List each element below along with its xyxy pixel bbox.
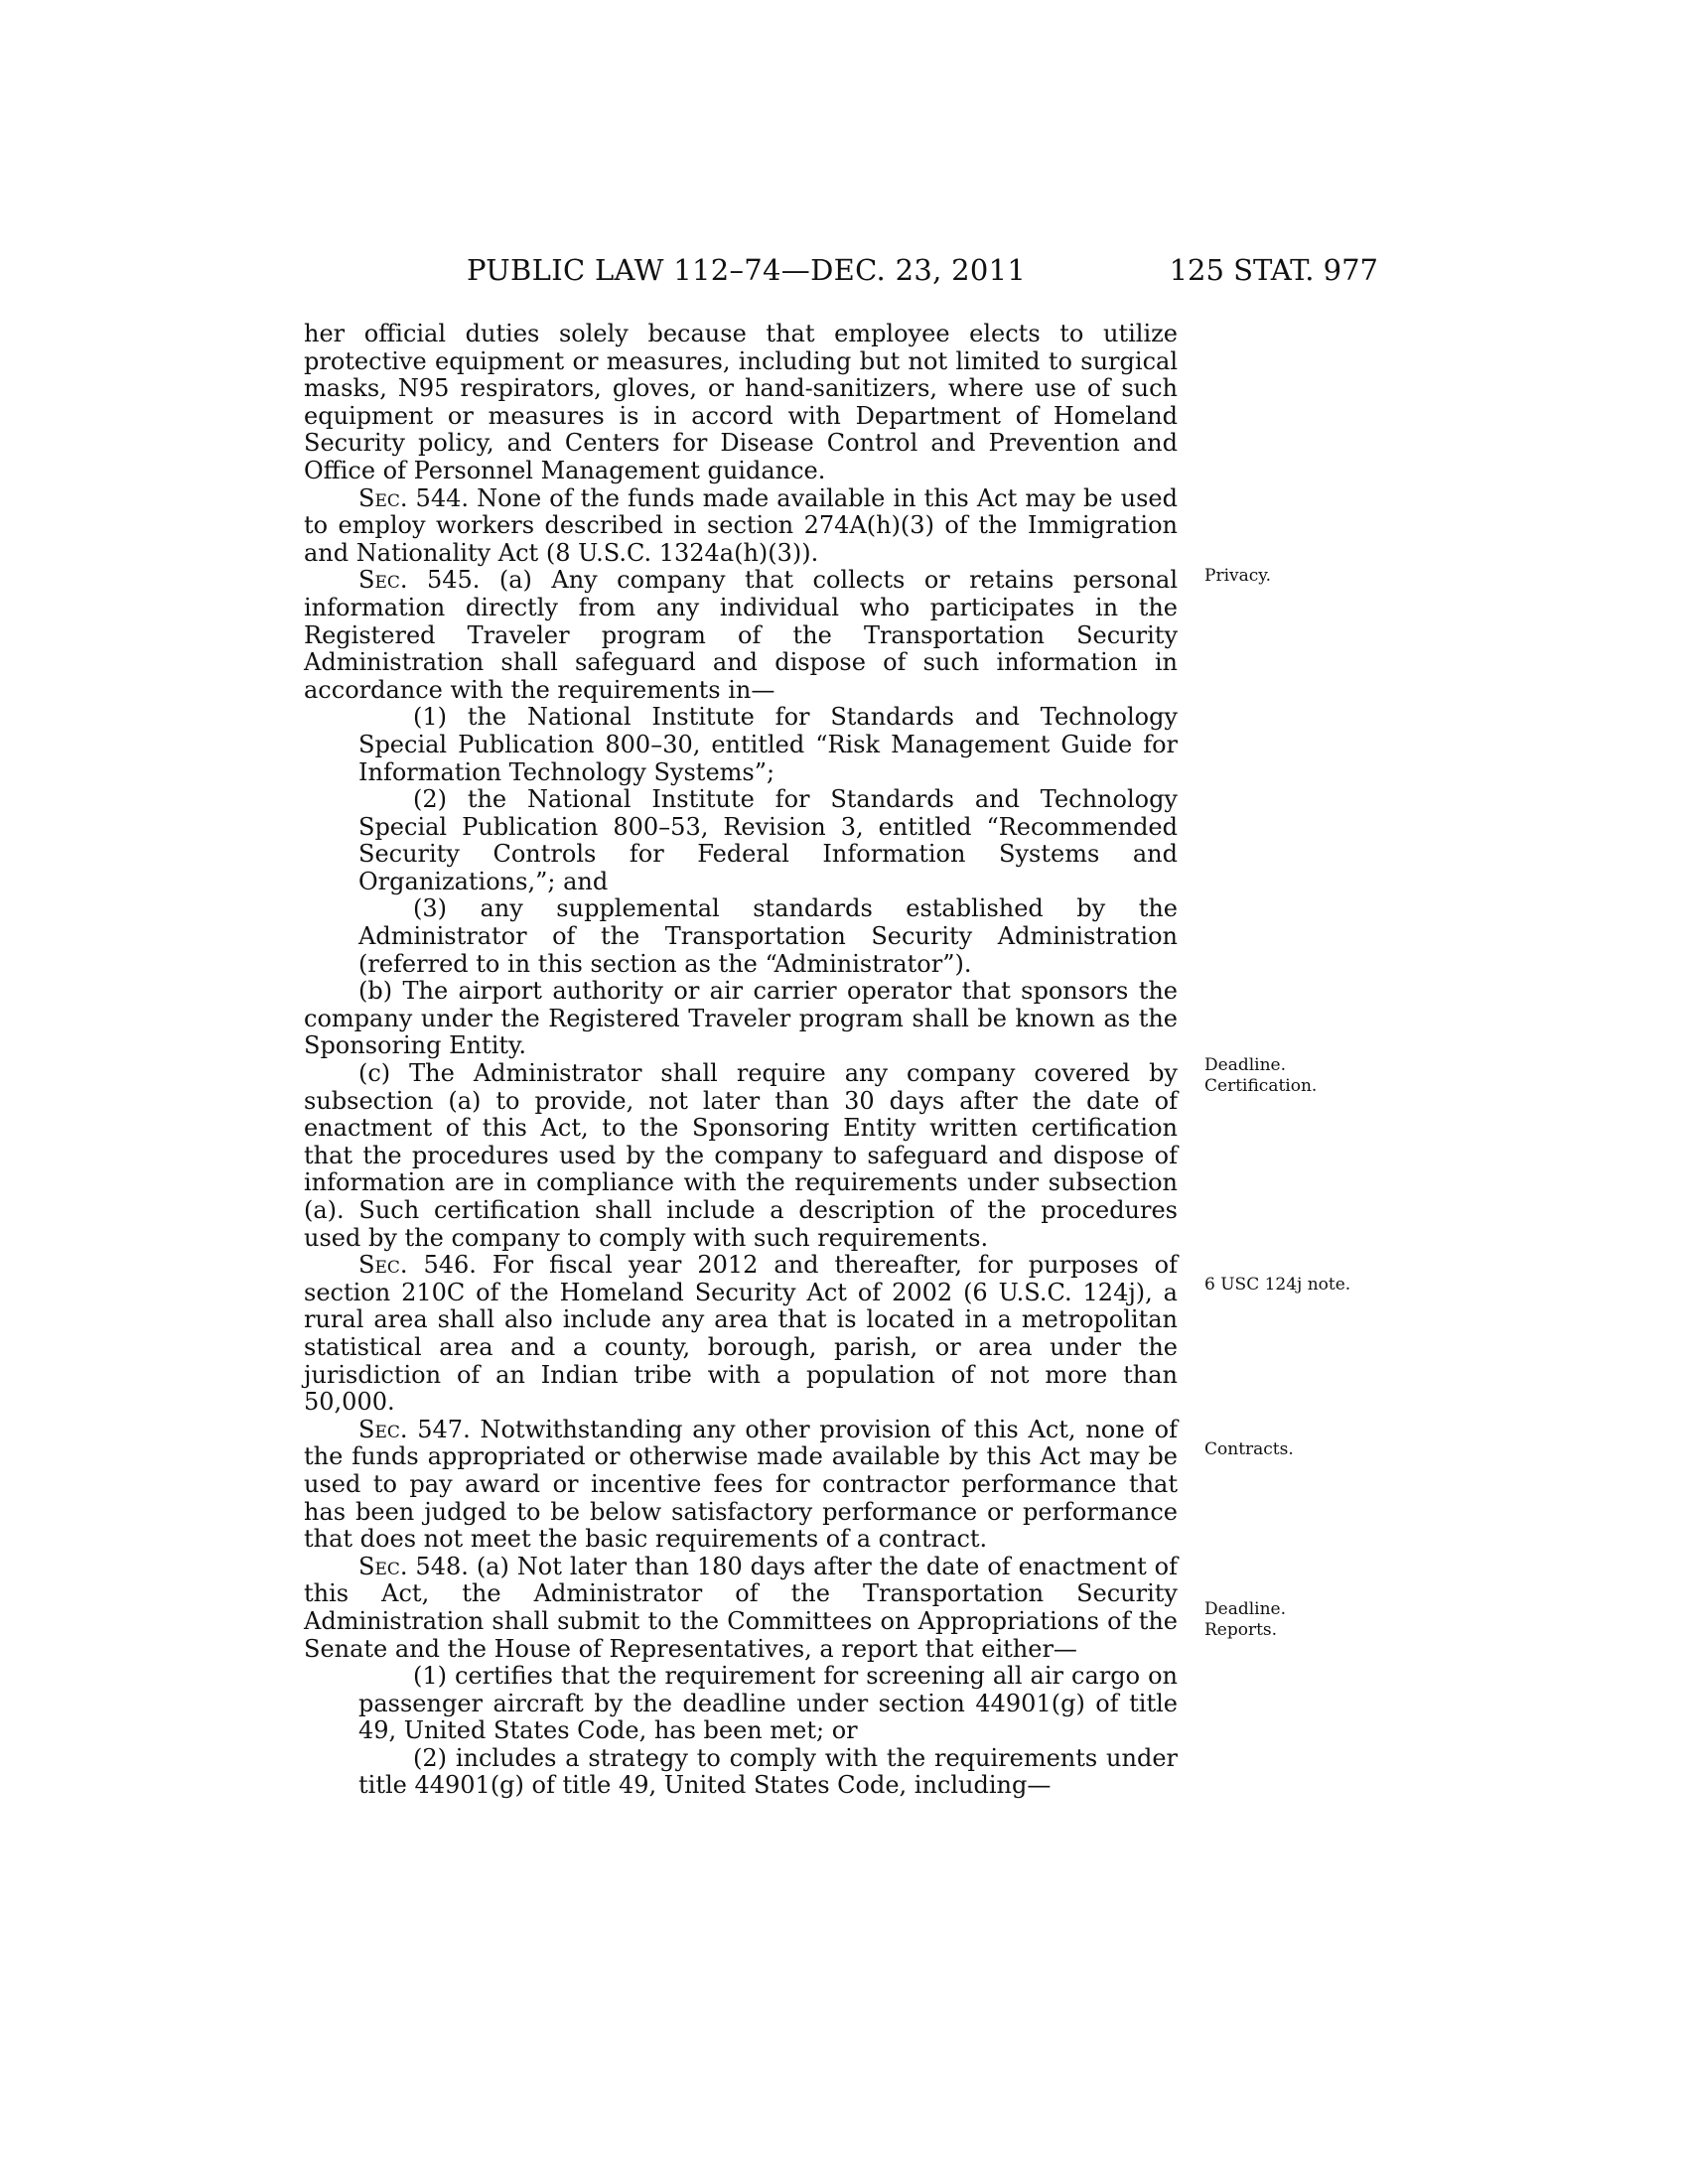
section-545-b: (b) The airport authority or air carrier operator that sponsors the company under the Registered Traveler program shall be known as the Sponsoring Entity. [304, 977, 1178, 1060]
section-544-text: . 544. None of the funds made available in this Act may be used to employ workers described in section 274A(h)(3) of the Immigration and Nationality Act (8 U.S.C. 1324a(h)(3)). [304, 483, 1178, 567]
section-548-a-text: . 548. (a) Not later than 180 days after the date of enactment of this Act, the Administrator of the Transportation Security Administration shall submit to the Committees on Appropriations of the Senate and the House of Representatives, a report that either— [304, 1552, 1178, 1663]
paragraph-continued: her official duties solely because that employee elects to utilize protective equipment or measures, including but not limited to surgical masks, N95 respirators, gloves, or hand-sanitizers, where use of such equipment or measures is in accord with Department of Homeland Security policy, and Centers for Disease Control and Prevention and Office of Personnel Management guidance. [304, 320, 1178, 484]
section-545-a [304, 567, 1178, 704]
section-546 [304, 1252, 1178, 1417]
section-545-c: (c) The Administrator shall require any company covered by subsection (a) to provide, not later than 30 days after the date of enactment of this Act, to the Sponsoring Entity written certification that the procedures used by the company to safeguard and dispose of information are in compliance with the requirements under subsection (a). Such certification shall include a description of the procedures used by the company to comply with such requirements. [304, 1059, 1178, 1252]
section-548-a [304, 1554, 1178, 1663]
margin-note-usc: 6 USC 124j note. [1204, 1275, 1351, 1295]
section-548-a-1: (1) certifies that the requirement for screening all air cargo on passenger aircraft by the deadline under section 44901(g) of title 49, United States Code, has been met; or [358, 1662, 1178, 1745]
margin-note-deadline: Deadline. [1204, 1055, 1286, 1075]
section-label: Sec [358, 1552, 400, 1580]
margin-note-privacy: Privacy. [1204, 566, 1272, 586]
margin-note-deadline-2: Deadline. [1204, 1599, 1286, 1619]
section-label: Sec [358, 483, 400, 512]
margin-note-contracts: Contracts. [1204, 1439, 1294, 1459]
margin-note-certification: Certification. [1204, 1076, 1318, 1096]
margin-note-reports: Reports. [1204, 1620, 1278, 1640]
section-545-a-text: . 545. (a) Any company that collects or retains personal information directly from any individual who participates in the Registered Traveler program of the Transportation Security Administration shall safeguard and dispose of such information in accordance with the requirements in— [304, 566, 1178, 704]
section-545-a-1: (1) the National Institute for Standards and Technology Special Publication 800–30, entitled “Risk Management Guide for Information Technology Systems”; [358, 703, 1178, 786]
section-546-text: . 546. For fiscal year 2012 and thereafter, for purposes of section 210C of the Homeland Security Act of 2002 (6 U.S.C. 124j), a rural area shall also include any area that is located in a metropolitan statistical area and a county, borough, parish, or area under the jurisdiction of an Indian tribe with a population of not more than 50,000. [304, 1251, 1178, 1417]
section-label: Sec [358, 566, 400, 595]
section-label: Sec [358, 1251, 400, 1280]
section-544 [304, 485, 1178, 568]
section-547 [304, 1417, 1178, 1554]
section-label: Sec [358, 1415, 400, 1443]
section-545-a-3: (3) any supplemental standards established by the Administrator of the Transportation Security Administration (referred to in this section as the “Administrator”). [358, 894, 1178, 978]
section-547-text: . 547. Notwithstanding any other provision of this Act, none of the funds appropriated or otherwise made available by this Act may be used to pay award or incentive fees for contractor performance that has been judged to be below satisfactory performance or performance that does not meet the basic requirements of a contract. [304, 1415, 1178, 1554]
running-header-title: PUBLIC LAW 112–74—DEC. 23, 2011 [467, 253, 1027, 287]
statute-page-number: 125 STAT. 977 [1169, 253, 1378, 287]
section-548-a-2: (2) includes a strategy to comply with the requirements under title 44901(g) of title 49, United States Code, including— [358, 1743, 1178, 1800]
section-545-a-2: (2) the National Institute for Standards and Technology Special Publication 800–53, Revision 3, entitled “Recommended Security Controls for Federal Information Systems and Organizations,”; and [358, 785, 1178, 895]
body-text [304, 321, 1178, 1800]
